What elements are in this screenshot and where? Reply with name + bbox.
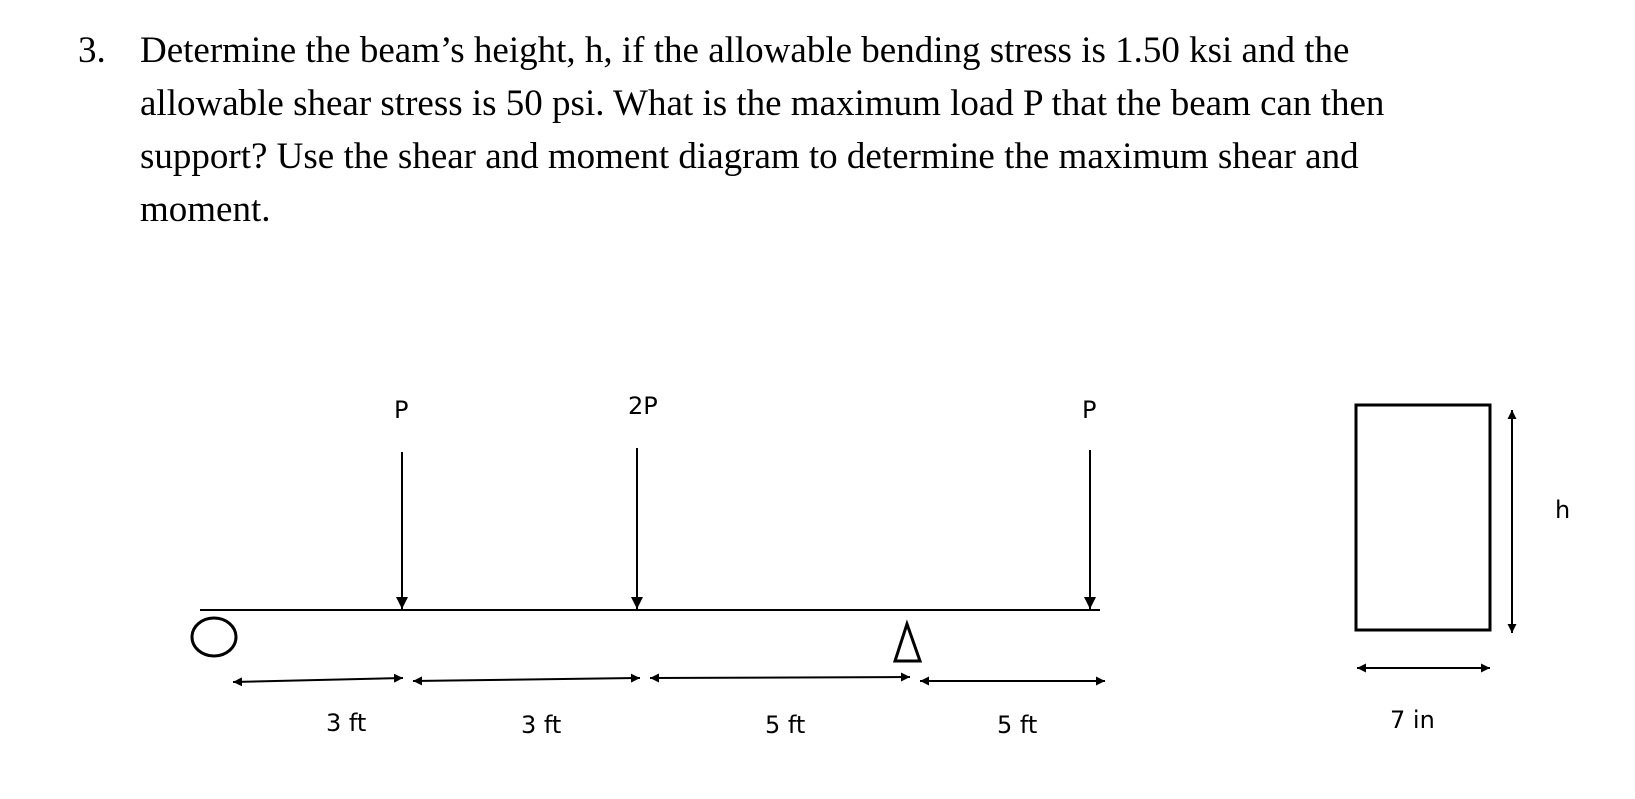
load-label: P bbox=[394, 396, 409, 424]
problem-line: Determine the beam’s height, h, if the allowable bending stress is 1.50 ksi and the bbox=[140, 30, 1350, 71]
span-label: 5 ft bbox=[765, 711, 806, 739]
span-label: 5 ft bbox=[997, 711, 1038, 739]
height-label: h bbox=[1555, 496, 1571, 524]
left-roller-support bbox=[192, 618, 236, 656]
dimension-arrow bbox=[233, 678, 403, 682]
span-label: 3 ft bbox=[521, 711, 562, 739]
problem-number: 3. bbox=[78, 30, 106, 71]
width-label: 7 in bbox=[1390, 706, 1435, 734]
problem-line: moment. bbox=[140, 189, 271, 230]
span-label: 3 ft bbox=[326, 709, 367, 737]
dimension-arrow bbox=[413, 678, 640, 681]
problem-line: allowable shear stress is 50 psi. What is the maximum load P that the beam can then bbox=[140, 83, 1385, 124]
load-label: P bbox=[1082, 396, 1097, 424]
dimension-arrow bbox=[650, 677, 910, 678]
problem-line: support? Use the shear and moment diagram to determine the maximum shear and bbox=[140, 136, 1359, 177]
right-pin-support bbox=[895, 624, 920, 661]
cross-section-rectangle bbox=[1356, 405, 1490, 630]
load-label: 2P bbox=[628, 392, 658, 420]
